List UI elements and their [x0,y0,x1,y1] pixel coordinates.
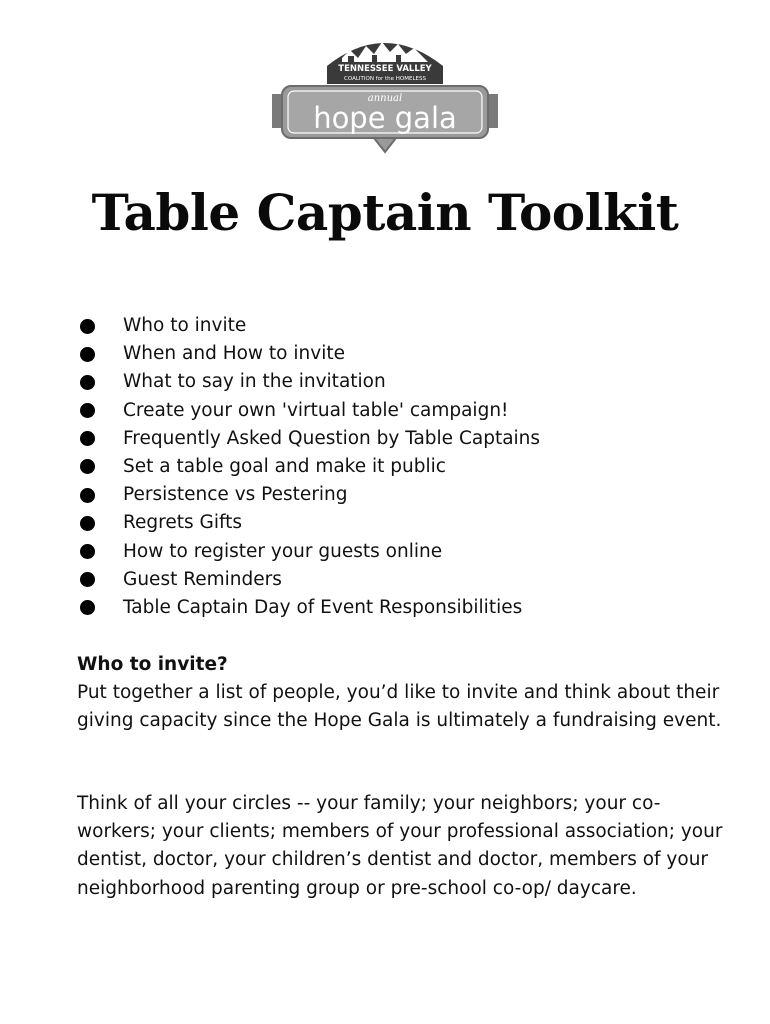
toc-list [78,312,540,622]
list-item [78,368,540,396]
list-item-label: Persistence vs Pestering [123,484,348,506]
list-item-label: How to register your guests online [123,540,443,562]
list-item [78,397,540,425]
list-item [78,425,540,453]
list-item-label: Frequently Asked Question by Table Captains [123,427,541,449]
list-item [78,566,540,594]
section-paragraph-1: Put together a list of people, you’d like to invite and think about their giving capacity since the Hope Gala is ultimately a fundraising event. [77,682,722,732]
list-item [78,453,540,481]
bullet-icon [80,600,95,615]
list-item-label: Guest Reminders [123,568,282,590]
section-heading: Who to invite? [77,654,228,675]
list-item [78,481,540,509]
list-item-label: Set a table goal and make it public [123,455,446,477]
logo-org-line2: COALITION for the HOMELESS [344,76,426,82]
page-title: Table Captain Toolkit [91,183,679,242]
logo-org-line1: TENNESSEE VALLEY [338,64,432,74]
bullet-icon [80,403,95,418]
bullet-icon [80,516,95,531]
bullet-icon [80,431,95,446]
bullet-icon [80,544,95,559]
list-item [78,594,540,622]
list-item-label: What to say in the invitation [123,371,386,393]
list-item [78,312,540,340]
list-item [78,340,540,368]
hope-gala-logo [270,28,500,158]
bullet-icon [80,459,95,474]
bullet-icon [80,347,95,362]
list-item-label: Table Captain Day of Event Responsibilities [123,596,523,618]
list-item-label: Regrets Gifts [123,512,243,534]
bullet-icon [80,319,95,334]
list-item [78,538,540,566]
list-item-label: When and How to invite [123,343,345,365]
section-body [77,651,737,736]
list-item-label: Who to invite [123,315,247,336]
bullet-icon [80,375,95,390]
list-item [78,509,540,537]
logo-annual: annual [367,93,403,104]
section-paragraph-2: Think of all your circles -- your family; your neighbors; your co-workers; your clients; members of your professional association; your dentist, doctor, your children’s dentist and doctor, members of your neighborhood parenting group or pre-school co-op/ daycare. [77,793,723,899]
logo-gala: hope gala [313,101,457,135]
bullet-icon [80,488,95,503]
list-item-label: Create your own 'virtual table' campaign! [123,399,509,421]
bullet-icon [80,572,95,587]
